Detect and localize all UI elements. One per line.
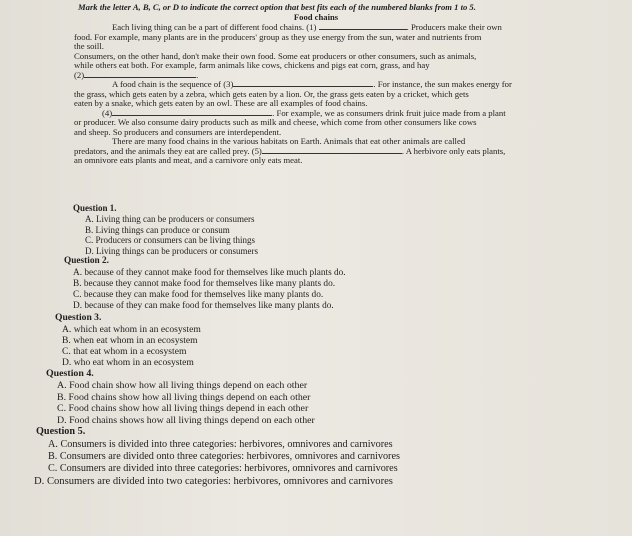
passage-text: . For instance, the sun makes energy for — [373, 79, 512, 89]
passage-text: an omnivore eats plants and meat, and a carnivore only eats meat. — [74, 155, 303, 165]
passage-line — [74, 33, 624, 43]
blank-5 — [262, 147, 402, 154]
blank-4 — [112, 109, 272, 116]
option-3b[interactable]: B. when eat whom in an ecosystem — [62, 334, 198, 346]
option-3c[interactable]: C. that eat whom in a ecosystem — [62, 345, 187, 357]
option-2a[interactable]: A. because of they cannot make food for themselves like much plants do. — [73, 267, 346, 278]
passage-line — [74, 156, 624, 166]
passage-text: while others eat both. For example, farm animals like cows, chickens and pigs eat corn, grass, and hay — [74, 60, 430, 70]
question-heading-3: Question 3. — [55, 312, 102, 323]
option-4d[interactable]: D. Food chains shows how all living things depend on each other — [57, 414, 315, 426]
passage-text: . — [196, 69, 199, 80]
option-4a[interactable]: A. Food chain show how all living things depend on each other — [57, 380, 308, 391]
question-heading-1: Question 1. — [73, 203, 117, 213]
option-2c[interactable]: C. because they can make food for themselves like many plants do. — [73, 289, 324, 300]
instruction-text: Mark the letter A, B, C, or D to indicate the correct option that best fits each of the numbered blanks from 1 to 5. — [78, 2, 476, 12]
passage-text: (2) — [74, 69, 85, 80]
passage-line — [74, 61, 624, 71]
passage-text: . A herbivore only eats plants, — [401, 145, 506, 156]
blank-1 — [319, 23, 407, 30]
passage-text: There are many food chains in the various habitats on Earth. Animals that eat other animals are called — [112, 136, 466, 146]
question-heading-2: Question 2. — [64, 256, 109, 266]
blank-2 — [84, 69, 199, 80]
option-2b[interactable]: B. because they cannot make food for themselves like many plants do. — [73, 278, 336, 289]
option-3a[interactable]: A. which eat whom in an ecosystem — [62, 323, 201, 335]
question-heading-5: Question 5. — [36, 426, 86, 437]
option-5a[interactable]: A. Consumers is divided into three categories: herbivores, omnivores and carnivores — [48, 438, 393, 450]
passage-text: Consumers, on the other hand, don't make their own food. Some eat producers or other consumers, such as animals, — [74, 50, 477, 61]
question-heading-4: Question 4. — [46, 368, 94, 379]
passage-text: . For example, we as consumers drink fruit juice made from a plant — [272, 107, 506, 118]
option-5d[interactable]: D. Consumers are divided into two categories: herbivores, omnivores and carnivores — [34, 475, 393, 487]
option-5b[interactable]: B. Consumers are divided onto three categories: herbivores, omnivores and carnivores — [48, 451, 400, 462]
passage-text: A food chain is the sequence of (3) — [112, 79, 234, 89]
option-5c[interactable]: C. Consumers are divided into three categories: herbivores, omnivores and carnivores — [48, 463, 398, 474]
option-1b[interactable]: B. Living things can produce or consum — [85, 224, 230, 235]
passage-title: Food chains — [293, 12, 339, 22]
passage-text: the grass, which gets eaten by a zebra, which gets eaten by a lion. Or, the grass gets eaten by a cricket, which gets — [74, 88, 469, 99]
passage-text: (4) — [102, 107, 113, 118]
passage — [74, 23, 624, 166]
option-4c[interactable]: C. Food chains show how all living things depend in each other — [57, 403, 309, 414]
option-4b[interactable]: B. Food chains show how all living things depend on each other — [57, 391, 311, 403]
option-1a[interactable]: A. Living thing can be producers or consumers — [85, 214, 255, 224]
passage-text: . Producers make their own — [406, 22, 502, 32]
option-1c[interactable]: C. Producers or consumers can be living things — [85, 235, 255, 245]
option-2d[interactable]: D. because of they can make food for themselves like many plants do. — [73, 300, 334, 311]
passage-text: and sheep. So producers and consumers are interdependent. — [74, 126, 282, 137]
option-3d[interactable]: D. who eat whom in an ecosystem — [62, 356, 194, 368]
passage-text: the soill. — [74, 41, 104, 51]
passage-text: predators, and the animals they eat are called prey. (5) — [74, 145, 262, 156]
passage-text: Each living thing can be a part of different food chains. (1) — [112, 22, 317, 32]
passage-text: eaten by a snake, which gets eaten by an owl. These are all examples of food chains. — [74, 98, 368, 108]
passage-text: food. For example, many plants are in the producers' group as they use energy from the sun, water and nutrients from — [74, 31, 482, 42]
passage-text: or producer. We also consume dairy products such as milk and cheese, which come from other consumers like cows — [74, 117, 477, 127]
blank-3 — [233, 80, 373, 87]
option-1d[interactable]: D. Living things can be producers or consumers — [85, 245, 258, 256]
